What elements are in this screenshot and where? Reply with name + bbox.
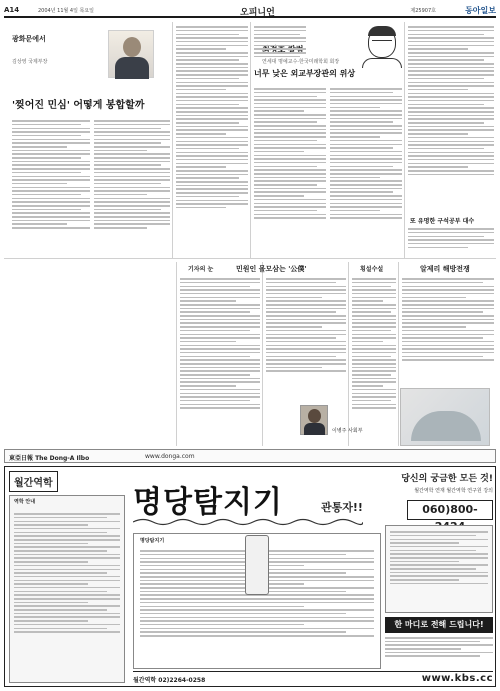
column-kicker: [12, 26, 112, 45]
ad-tagline-sub: 월간역학 연재 월간역학 연구원 강의: [414, 488, 493, 494]
section-divider: [4, 258, 496, 259]
page-number: A14: [4, 6, 20, 14]
column-divider: [398, 262, 399, 446]
ad-sidebar-title: 역학 안내: [14, 499, 36, 505]
author-illustration: [360, 24, 404, 68]
article-headline: 너무 낮은 외교부장관의 위상: [254, 69, 356, 78]
issue-number: 제25907호: [410, 8, 436, 14]
newspaper-name: 동아일보: [465, 6, 496, 15]
ad-right-panel: [385, 525, 493, 673]
reporter-photo: [300, 405, 328, 435]
article-headline: 민원인 몰모삼는 '公僕': [236, 265, 307, 273]
wave-decoration-icon: [133, 517, 363, 527]
ad-slogan: 한 마디로 전해 드립니다!: [385, 617, 493, 633]
ad-banner[interactable]: [4, 449, 496, 463]
article-body: [176, 24, 248, 256]
article-headline: 알제리 해방전쟁: [420, 265, 470, 273]
article-body: [352, 276, 396, 446]
article-body: [254, 86, 326, 256]
article-subhead: 또 유명한 구석공부 대수: [410, 218, 475, 225]
ad-footer: [133, 671, 493, 685]
column-divider: [172, 22, 173, 258]
column-divider: [404, 22, 405, 258]
amulet-icon: [245, 535, 269, 595]
column-kicker: 기자의 눈: [188, 266, 214, 273]
article-body: [408, 226, 494, 256]
reporter-byline: 이병주 사회부: [332, 428, 363, 434]
article-body: [12, 118, 90, 256]
advertisement[interactable]: [4, 466, 496, 687]
ad-company: 월간역학 02)2264-0258: [133, 677, 206, 684]
ad-banner-url: www.donga.com: [145, 453, 195, 460]
kicker-text: 광화문에서: [12, 35, 46, 43]
article-body: [254, 24, 306, 66]
ad-right-box: [385, 525, 493, 613]
column-divider: [176, 262, 177, 446]
column-kicker: 횡설수설: [360, 266, 384, 273]
author-photo: [108, 30, 154, 78]
ad-fine-print: [385, 637, 493, 657]
article-body: [330, 86, 402, 256]
article-body: [402, 276, 494, 384]
article-body: [94, 118, 170, 256]
section-title: 오피니언: [240, 8, 275, 18]
column-divider: [348, 262, 349, 446]
column-divider: [250, 22, 251, 258]
ad-phone-number[interactable]: 060)800-: [407, 500, 493, 520]
ad-magazine-title: 월간역학: [9, 471, 58, 492]
ad-info-table-header: 명당탐지기: [140, 538, 165, 544]
article-body: [408, 24, 494, 214]
article-photo: [400, 388, 490, 446]
ad-tagline: 당신의 궁금한 모든 것!: [401, 474, 493, 484]
ad-sidebar-box: [9, 495, 125, 683]
issue-date: 2004년 11월 4일 목요일: [38, 8, 95, 14]
page-header: [4, 4, 496, 18]
ad-product-title: 명당탐지기: [133, 485, 283, 520]
article-body: [180, 276, 260, 446]
ad-product-suffix: 관통자!!: [321, 501, 363, 514]
column-byline: 김상영 국제부장: [12, 59, 48, 65]
ad-url-link[interactable]: www.kbs.cc: [421, 673, 493, 684]
column-byline: 연세대 명예교수·한국미래학회 회장: [262, 59, 340, 65]
article-headline: '찢어진 민심' 어떻게 봉합할까: [12, 100, 145, 111]
article-body: [266, 276, 346, 400]
ad-banner-name: 東亞日報 The Dong-A Ilbo: [9, 455, 90, 462]
column-divider: [262, 262, 263, 446]
